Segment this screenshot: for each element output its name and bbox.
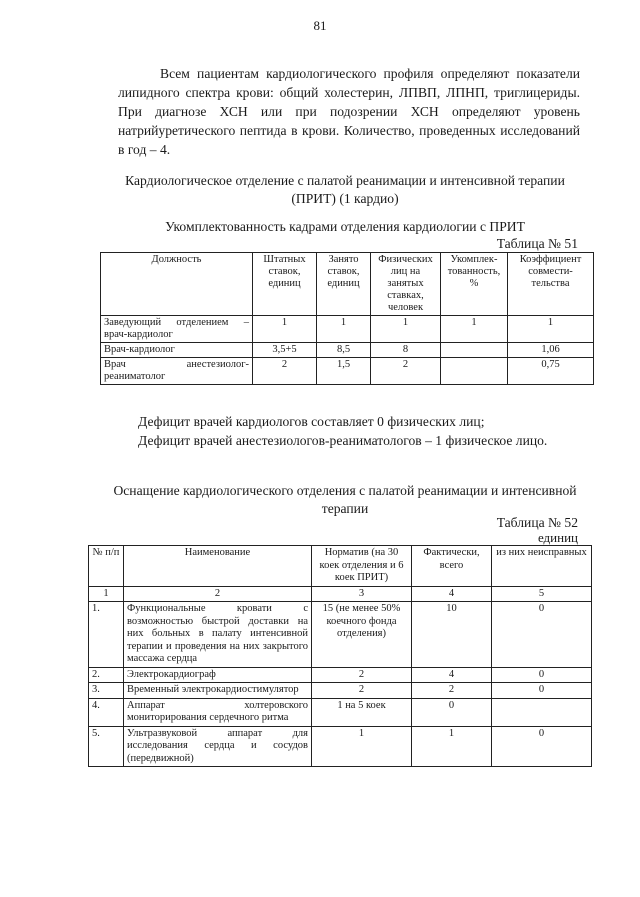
- header-cell: Физических лиц на занятых ставках, человек: [371, 253, 441, 316]
- table-row: [101, 316, 594, 343]
- item-name: Временный электрокардиостимулятор: [124, 683, 312, 699]
- table-cell: [492, 698, 592, 726]
- equipment-title: Оснащение кардиологического отделения с палатой реанимации и интенсивной терапии: [113, 483, 577, 516]
- item-name: Ультразвуковой аппарат для исследования сердца и сосудов (передвижной): [124, 726, 312, 767]
- table-header-row: [89, 546, 592, 587]
- table-cell: 2: [412, 683, 492, 699]
- table-header-row: [101, 253, 594, 316]
- header-cell: Укомплек-тованность, %: [441, 253, 508, 316]
- item-name: Электрокардиограф: [124, 667, 312, 683]
- table-row: [89, 683, 592, 699]
- staffing-table: [100, 252, 594, 385]
- row-number: 2.: [89, 667, 124, 683]
- table-cell: 3,5+5: [253, 343, 317, 358]
- deficit-block: [118, 412, 580, 450]
- table-row: [89, 667, 592, 683]
- column-number-row: [89, 586, 592, 602]
- header-cell: Коэффициент совмести-тельства: [508, 253, 594, 316]
- row-number: 5.: [89, 726, 124, 767]
- table-cell: 1: [253, 316, 317, 343]
- table-cell: [441, 358, 508, 385]
- row-number: 3.: [89, 683, 124, 699]
- table-cell: 2: [253, 358, 317, 385]
- position-cell: Врач-кардиолог: [101, 343, 253, 358]
- position-cell: Заведующий отделением – врач-кардиолог: [101, 316, 253, 343]
- row-number: 4.: [89, 698, 124, 726]
- table-cell: 1 на 5 коек: [312, 698, 412, 726]
- department-title: Кардиологическое отделение с палатой реанимации и интенсивной терапии (ПРИТ) (1 кардио): [125, 173, 565, 206]
- table-row: [101, 343, 594, 358]
- item-name: Аппарат холтеровского мониторирования сердечного ритма: [124, 698, 312, 726]
- header-cell: № п/п: [89, 546, 124, 587]
- table-row: [89, 726, 592, 767]
- table-cell: 1: [412, 726, 492, 767]
- column-number: 2: [124, 586, 312, 602]
- header-cell: Наименование: [124, 546, 312, 587]
- deficit-anesthesiologists: Дефицит врачей анестезиологов-реаниматологов – 1 физическое лицо.: [138, 433, 548, 448]
- item-name: Функциональные кровати с возможностью быстрой доставки на них больных в палату интенсивной терапии и проведения на них закрытого массажа сердца: [124, 602, 312, 668]
- table-cell: 1: [312, 726, 412, 767]
- table-cell: 10: [412, 602, 492, 668]
- table-cell: 0,75: [508, 358, 594, 385]
- table52-label: Таблица № 52: [496, 515, 578, 530]
- page-number: 81: [313, 18, 327, 33]
- table-row: [101, 358, 594, 385]
- table-cell: 4: [412, 667, 492, 683]
- header-cell: Штатных ставок, единиц: [253, 253, 317, 316]
- column-number: 5: [492, 586, 592, 602]
- table-row: [89, 602, 592, 668]
- table-cell: 8: [371, 343, 441, 358]
- table51-label: Таблица № 51: [496, 236, 578, 251]
- column-number: 4: [412, 586, 492, 602]
- table-cell: 2: [312, 667, 412, 683]
- table-cell: 1: [371, 316, 441, 343]
- table-cell: 0: [492, 602, 592, 668]
- table-cell: 1,06: [508, 343, 594, 358]
- table-cell: 1: [441, 316, 508, 343]
- table-cell: 8,5: [317, 343, 371, 358]
- table-cell: 1,5: [317, 358, 371, 385]
- table-cell: 0: [412, 698, 492, 726]
- table-cell: 15 (не менее 50% коечного фонда отделения): [312, 602, 412, 668]
- intro-paragraph: Всем пациентам кардиологического профиля определяют показатели липидного спектра крови: общий холестерин, ЛПВП, ЛПНП, триглицериды. При диагнозе ХСН или при подозрении ХСН определяют уровень натрийуретического пептида в крови. Количество, проведенных исследований в год – 4.: [118, 66, 580, 157]
- table-cell: 1: [317, 316, 371, 343]
- column-number: 3: [312, 586, 412, 602]
- deficit-cardiologists: Дефицит врачей кардиологов составляет 0 физических лиц;: [138, 414, 485, 429]
- table-cell: 0: [492, 667, 592, 683]
- table-cell: 0: [492, 726, 592, 767]
- equipment-table: [88, 545, 592, 767]
- header-cell: Должность: [101, 253, 253, 316]
- table51-title: Укомплектованность кадрами отделения кардиологии с ПРИТ: [165, 219, 525, 234]
- table-row: [89, 698, 592, 726]
- position-cell: Врач анестезиолог-реаниматолог: [101, 358, 253, 385]
- column-number: 1: [89, 586, 124, 602]
- table52-unit: единиц: [537, 530, 578, 545]
- table-cell: 2: [312, 683, 412, 699]
- table-cell: [441, 343, 508, 358]
- header-cell: Фактически, всего: [412, 546, 492, 587]
- header-cell: Занято ставок, единиц: [317, 253, 371, 316]
- row-number: 1.: [89, 602, 124, 668]
- header-cell: из них неисправных: [492, 546, 592, 587]
- table-cell: 2: [371, 358, 441, 385]
- table-cell: 1: [508, 316, 594, 343]
- header-cell: Норматив (на 30 коек отделения и 6 коек ПРИТ): [312, 546, 412, 587]
- table-cell: 0: [492, 683, 592, 699]
